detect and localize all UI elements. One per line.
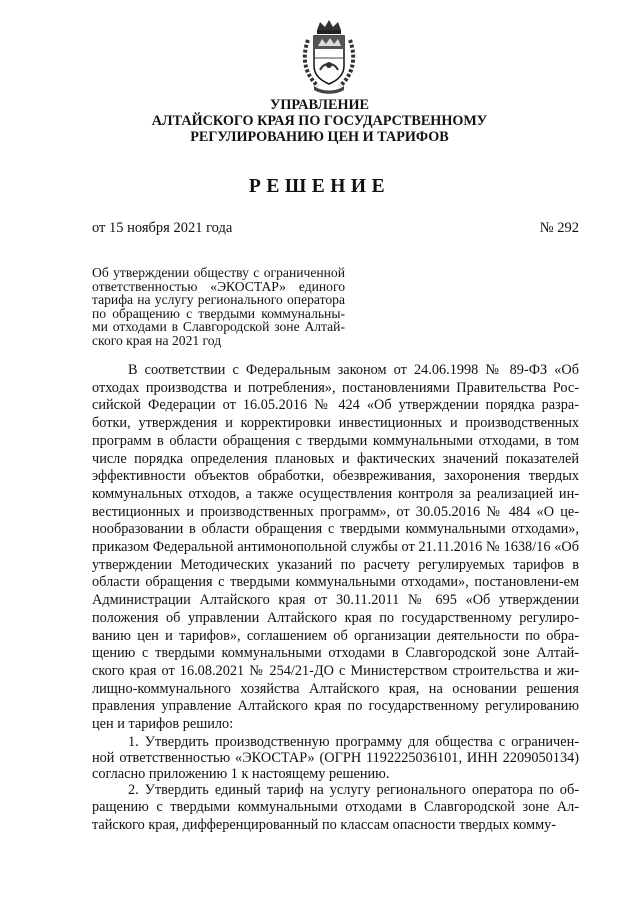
issuing-authority [0,97,639,145]
document-title: РЕШЕНИЕ [248,176,391,197]
header-line-2: АЛТАЙСКОГО КРАЯ ПО ГОСУДАРСТВЕННОМУ [151,113,488,129]
document-subject: Об утверждении обществу с ограниченной ответственностью «ЭКОСТАР» единого тарифа на услугу регионального оператора по обращению с твердыми коммунальны-ми отходами в Славгородской зоне Алтай-ского края на 2021 год [92,265,345,348]
document-body [92,362,579,835]
header-line-1: УПРАВЛЕНИЕ [269,97,370,113]
body-paragraph-preamble: В соответствии с Федеральным законом от 24.06.1998 № 89-ФЗ «Об отходах производства и потребления», постановлениями Правительства Рос-сийской Федерации от 16.05.2016 № 424 «Об утверждении порядка разра-ботки, утверждения и корректировки инвестиционных и производственных программ в области обращения с твердыми коммунальными отходами, в том числе порядка определения плановых и фактических значений показателей эффективности объектов обработки, обезвреживания, захоронения твердых коммунальных отходов, а также осуществления контроля за реализацией ин-вестиционных и производственных программ», от 30.05.2016 № 484 «О це-нообразовании в области обращения с твердыми коммунальными отходами», приказом Федеральной антимонопольной службы от 21.11.2016 № 1638/16 «Об утверждении Методических указаний по расчету регулируемых тарифов в области обращения с твердыми коммунальными отходами», постановлени-ем Администрации Алтайского края от 30.11.2011 № 695 «Об утверждении положения об управлении Алтайского края по государственному регулиро-ванию цен и тарифов», соглашением об организации деятельности по обра-щению с твердыми коммунальными отходами в Славгородской зоне Алтай-ского края от 16.08.2021 № 254/21-ДО с Министерством строительства и жи-лищно-коммунального хозяйства Алтайского края, на основании решения правления управление Алтайского края по государственному регулированию цен и тарифов решило: [92,362,579,733]
coat-of-arms-icon [300,18,358,96]
body-paragraph-item-2: 2. Утвердить единый тариф на услугу регионального оператора по об-ращению с твердыми коммунальными отходами в Славгородской зоне Ал-тайского края, дифференцированный по классам опасности твердых комму- [92,781,579,834]
document-number: № 292 [539,220,579,236]
body-paragraph-item-1: 1. Утвердить производственную программу для общества с ограничен-ной ответственностью «ЭКОСТАР» (ОГРН 1192225036101, ИНН 2209050134) согласно приложению 1 к настоящему решению. [92,733,579,782]
document-date: от 15 ноября 2021 года [92,220,233,236]
header-line-3: РЕГУЛИРОВАНИЮ ЦЕН И ТАРИФОВ [190,129,449,145]
